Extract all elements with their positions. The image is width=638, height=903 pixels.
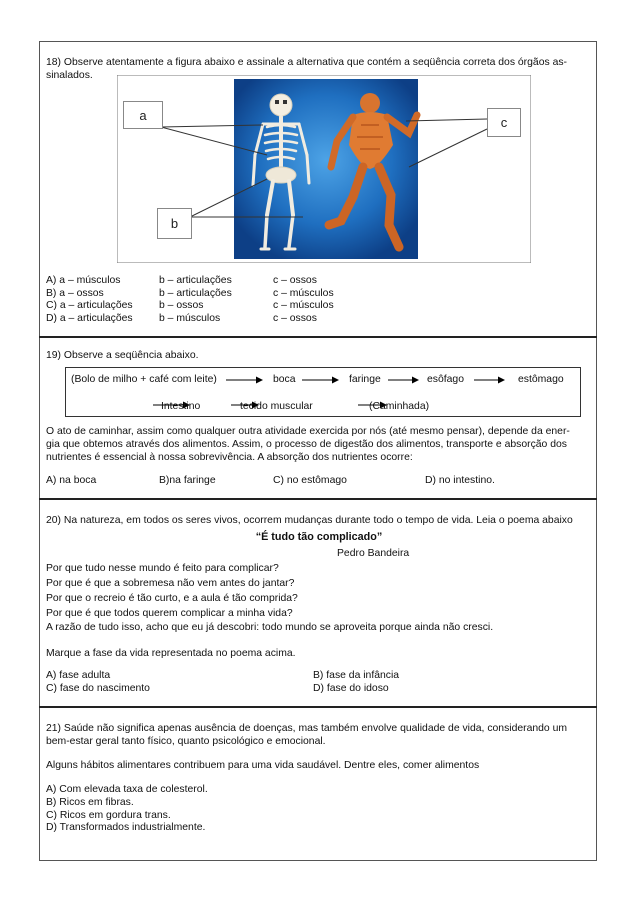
q20-option-a[interactable]: A) fase adulta [46, 670, 111, 681]
separator-1 [39, 336, 597, 338]
q19-option-a[interactable]: A) na boca [46, 475, 97, 486]
q21-option-c[interactable]: C) Ricos em gordura trans. [46, 810, 171, 821]
label-c-box [487, 108, 521, 137]
label-a-box [123, 101, 163, 129]
q21-statement [46, 722, 592, 748]
poem-line-2: Por que é que a sobremesa não vem antes do jantar? [46, 578, 295, 589]
q18-option-c[interactable]: C) a – articulações [46, 300, 133, 311]
seq-intestino: Intestino [161, 401, 201, 412]
seq-boca: boca [273, 374, 296, 385]
q19-title: 19) Observe a seqüência abaixo. [46, 350, 199, 361]
separator-2 [39, 498, 597, 500]
q18-option-d-b: b – músculos [159, 313, 221, 324]
label-a: a [139, 107, 147, 123]
seq-faringe: faringe [349, 374, 381, 385]
q19-para-line2: gia que obtemos através dos alimentos. Assim, o processo de digestão dos alimentos, transporte e absorção dos [46, 439, 567, 450]
q19-paragraph [46, 425, 592, 464]
q18-option-b[interactable]: B) a – ossos [46, 288, 104, 299]
anatomy-figure [117, 75, 531, 263]
seq-caminhada: (Caminhada) [369, 401, 430, 412]
q21-line2: bem-estar geral tanto físico, quanto psicológico e emocional. [46, 736, 326, 747]
q19-option-b[interactable]: B)na faringe [159, 475, 216, 486]
q20-option-d[interactable]: D) fase do idoso [313, 683, 389, 694]
q18-option-d[interactable]: D) a – articulações [46, 313, 133, 324]
poem-line-3: Por que o recreio é tão curto, e a aula é tão comprida? [46, 593, 298, 604]
q18-line2: sinalados. [46, 70, 93, 81]
q21-line1: 21) Saúde não significa apenas ausência de doenças, mas também envolve qualidade de vida, considerando um [46, 723, 568, 734]
q21-option-a[interactable]: A) Com elevada taxa de colesterol. [46, 784, 208, 795]
seq-esofago: esôfago [427, 374, 464, 385]
q18-option-a-c: c – ossos [273, 275, 317, 286]
poem-line-1: Por que tudo nesse mundo é feito para complicar? [46, 563, 279, 574]
label-b-box [157, 208, 192, 239]
seq-tecido: tecido muscular [240, 401, 313, 412]
q18-option-b-c: c – músculos [273, 288, 334, 299]
sequence-box [65, 367, 581, 417]
poem-line-4: Por que é que todos querem complicar a minha vida? [46, 608, 293, 619]
q18-option-d-c: c – ossos [273, 313, 317, 324]
q21-option-b[interactable]: B) Ricos em fibras. [46, 797, 134, 808]
q19-option-c[interactable]: C) no estômago [273, 475, 347, 486]
q18-line1: 18) Observe atentamente a figura abaixo e assinale a alternativa que contém a seqüência correta dos órgãos as- [46, 57, 567, 68]
q18-option-c-c: c – músculos [273, 300, 334, 311]
q20-poem-title: “É tudo tão complicado” [255, 531, 383, 543]
separator-3 [39, 706, 597, 708]
q18-option-b-b: b – articulações [159, 288, 232, 299]
q20-option-b[interactable]: B) fase da infância [313, 670, 400, 681]
label-c: c [500, 115, 508, 130]
q18-option-a[interactable]: A) a – músculos [46, 275, 121, 286]
q18-option-a-b: b – articulações [159, 275, 232, 286]
seq-estomago: estômago [518, 374, 564, 385]
poem-line-5: A razão de tudo isso, acho que eu já descobri: todo mundo se aproveita porque ainda não cresci. [46, 622, 494, 633]
q20-intro: 20) Na natureza, em todos os seres vivos, ocorrem mudanças durante todo o tempo de vida. Leia o poema abaixo [46, 515, 573, 526]
q21-option-d[interactable]: D) Transformados industrialmente. [46, 822, 206, 833]
q18-option-c-b: b – ossos [159, 300, 204, 311]
q20-author: Pedro Bandeira [337, 548, 410, 559]
q19-para-line3: nutrientes é essencial à nossa sobrevivência. A absorção dos nutrientes ocorre: [46, 452, 413, 463]
q20-prompt: Marque a fase da vida representada no poema acima. [46, 648, 296, 659]
q19-para-line1: O ato de caminhar, assim como qualquer outra atividade exercida por nós (até mesmo pensar), depende da ener- [46, 426, 570, 437]
q20-option-c[interactable]: C) fase do nascimento [46, 683, 150, 694]
label-b: b [170, 216, 179, 231]
q19-option-d[interactable]: D) no intestino. [425, 475, 495, 486]
seq-bolo: (Bolo de milho + café com leite) [71, 374, 217, 385]
q21-prompt: Alguns hábitos alimentares contribuem para uma vida saudável. Dentre eles, comer alimentos [46, 760, 480, 771]
